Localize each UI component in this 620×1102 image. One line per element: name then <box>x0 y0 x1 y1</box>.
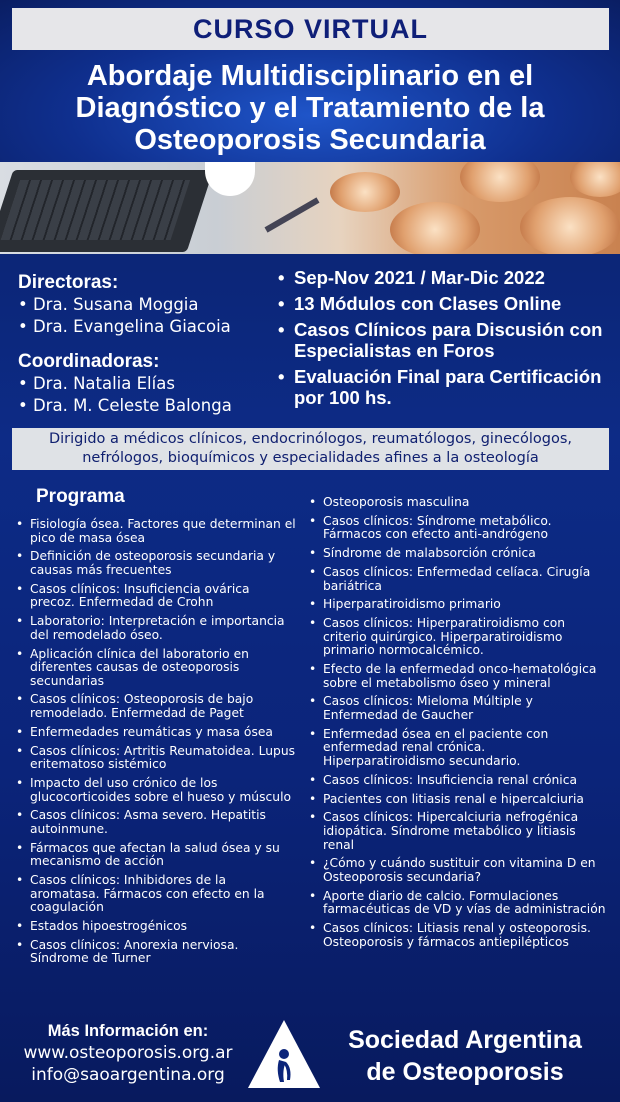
bone-texture <box>330 172 400 212</box>
programa-item: • Osteoporosis masculina <box>309 496 607 510</box>
programa-item: • Síndrome de malabsorción crónica <box>309 547 607 561</box>
programa-item: • Casos clínicos: Enfermedad celíaca. Cirugía bariátrica <box>309 566 607 593</box>
programa-item: • Casos clínicos: Inhibidores de la aromatasa. Fármacos con efecto en la coagulación <box>16 874 298 915</box>
org-line: Sociedad Argentina <box>348 1026 582 1054</box>
programa-item: • Casos clínicos: Hiperparatiroidismo con criterio quirúrgico. Hiperparatiroidismo primario normocalcémico. <box>309 617 607 658</box>
programa-item: • Enfermedades reumáticas y masa ósea <box>16 726 298 740</box>
highlight-item: • Evaluación Final para Certificación por 100 hs. <box>278 366 602 408</box>
programa-item: • Casos clínicos: Insuficiencia renal crónica <box>309 774 607 788</box>
bone-texture <box>390 202 480 254</box>
coordinadora-name: • Dra. M. Celeste Balonga <box>18 396 232 415</box>
bone-texture <box>460 162 540 202</box>
bone-texture <box>570 162 620 197</box>
pen-illustration <box>265 197 320 232</box>
bone-texture <box>520 197 620 254</box>
programa-item: • Casos clínicos: Síndrome metabólico. Fármacos con efecto anti-andrógeno <box>309 515 607 542</box>
programa-item: • ¿Cómo y cuándo sustituir con vitamina D en Osteoporosis secundaria? <box>309 857 607 884</box>
programa-item: • Casos clínicos: Asma severo. Hepatitis autoinmune. <box>16 809 298 836</box>
programa-item: • Aporte diario de calcio. Formulaciones farmacéuticas de VD y vías de administración <box>309 890 607 917</box>
target-line: nefrólogos, bioquímicos y especialidades afines a la osteología <box>82 450 539 466</box>
mug-illustration <box>205 162 255 196</box>
title-line: Abordaje Multidisciplinario en el <box>86 60 534 92</box>
info-heading: Más Información en: <box>47 1022 209 1040</box>
target-line: Dirigido a médicos clínicos, endocrinólogos, reumatólogos, ginecólogos, <box>48 431 573 447</box>
programa-item: • Efecto de la enfermedad onco-hematológica sobre el metabolismo óseo y mineral <box>309 663 607 690</box>
programa-item: • Casos clínicos: Osteoporosis de bajo remodelado. Enfermedad de Paget <box>16 693 298 720</box>
programa-item: • Enfermedad ósea en el paciente con enfermedad renal crónica. Hiperparatiroidismo secundario. <box>309 728 607 769</box>
programa-item: • Casos clínicos: Litiasis renal y osteoporosis. Osteoporosis y fármacos antiepilépticos <box>309 922 607 949</box>
course-type-badge <box>12 8 609 50</box>
highlight-item: • 13 Módulos con Clases Online <box>278 293 562 314</box>
programa-item: • Casos clínicos: Insuficiencia ovárica precoz. Enfermedad de Crohn <box>16 583 298 610</box>
contact-info <box>12 1020 244 1086</box>
programa-item: • Casos clínicos: Mieloma Múltiple y Enfermedad de Gaucher <box>309 695 607 722</box>
coordinadoras-heading: Coordinadoras: <box>18 351 160 372</box>
programa-list-right <box>309 496 607 954</box>
programa-item: • Casos clínicos: Hipercalciuria nefrogénica idiopática. Síndrome metabólico y litiasis renal <box>309 811 607 852</box>
programa-item: • Casos clínicos: Artritis Reumatoidea. Lupus eritematoso sistémico <box>16 745 298 772</box>
highlight-item: • Casos Clínicos para Discusión con Especialistas en Foros <box>278 319 603 361</box>
directora-name: • Dra. Evangelina Giacoia <box>18 317 231 336</box>
programa-item: • Definición de osteoporosis secundaria y causas más frecuentes <box>16 550 298 577</box>
badge-label: CURSO VIRTUAL <box>193 13 428 44</box>
programa-item: • Fisiología ósea. Factores que determinan el pico de masa ósea <box>16 518 298 545</box>
programa-item: • Impacto del uso crónico de los glucocorticoides sobre el hueso y músculo <box>16 777 298 804</box>
email-link[interactable]: info@saoargentina.org <box>31 1065 225 1085</box>
coordinadora-name: • Dra. Natalia Elías <box>18 374 175 393</box>
programa-item: • Estados hipoestrogénicos <box>16 920 298 934</box>
programa-list-left <box>16 518 298 971</box>
banner-photo <box>0 162 620 254</box>
organization-name <box>320 1024 610 1088</box>
directors-section <box>18 272 288 417</box>
course-title <box>10 60 610 156</box>
programa-item: • Pacientes con litiasis renal e hipercalciuria <box>309 793 607 807</box>
website-link[interactable]: www.osteoporosis.org.ar <box>23 1043 233 1063</box>
programa-item: • Fármacos que afectan la salud ósea y su mecanismo de acción <box>16 842 298 869</box>
target-audience-box <box>12 428 609 470</box>
programa-heading: Programa <box>36 486 125 507</box>
highlight-item: • Sep-Nov 2021 / Mar-Dic 2022 <box>278 267 545 288</box>
programa-item: • Casos clínicos: Anorexia nerviosa. Síndrome de Turner <box>16 939 298 966</box>
laptop-illustration <box>0 170 213 252</box>
title-line: Osteoporosis Secundaria <box>134 124 486 156</box>
programa-item: • Hiperparatiroidismo primario <box>309 598 607 612</box>
programa-item: • Laboratorio: Interpretación e importancia del remodelado óseo. <box>16 615 298 642</box>
title-line: Diagnóstico y el Tratamiento de la <box>75 92 545 124</box>
org-line: de Osteoporosis <box>366 1058 564 1086</box>
directora-name: • Dra. Susana Moggia <box>18 295 199 314</box>
directoras-heading: Directoras: <box>18 272 119 293</box>
course-highlights <box>278 267 613 413</box>
sao-logo-icon <box>246 1018 322 1090</box>
programa-item: • Aplicación clínica del laboratorio en diferentes causas de osteoporosis secundarias <box>16 648 298 689</box>
